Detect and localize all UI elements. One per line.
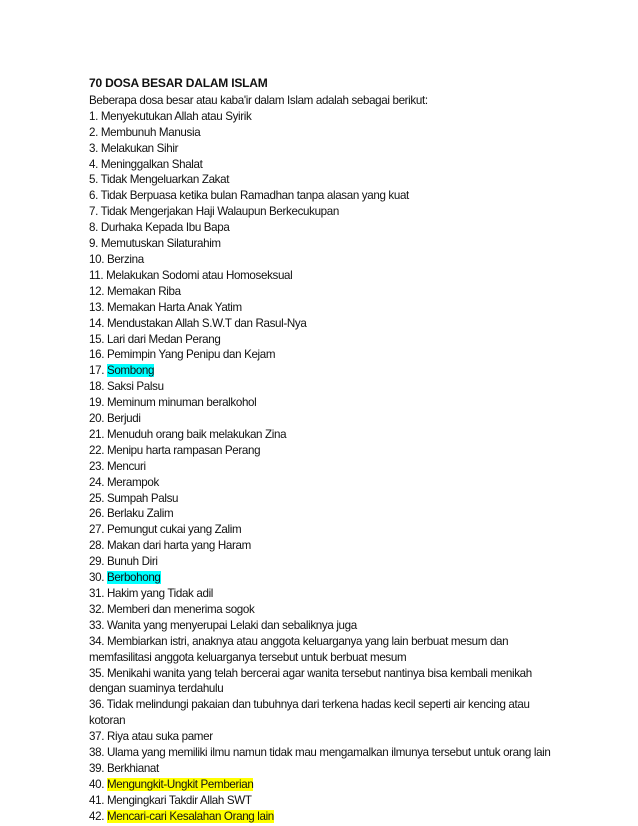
item-number: 32. — [89, 602, 105, 616]
list-item — [89, 411, 559, 427]
item-number: 4. — [89, 157, 98, 171]
item-text: Berkhianat — [106, 761, 159, 775]
item-text: Wanita yang menyerupai Lelaki dan sebaliknya juga — [106, 618, 357, 632]
item-text: Pemungut cukai yang Zalim — [106, 523, 242, 537]
list-item — [89, 522, 559, 538]
item-text: Bunuh Diri — [106, 555, 158, 569]
list-item — [89, 761, 559, 777]
item-number: 8. — [89, 221, 98, 235]
item-text: Merampok — [106, 475, 159, 489]
item-number: 39. — [89, 761, 105, 775]
item-number: 23. — [89, 459, 105, 473]
item-text: Sumpah Palsu — [106, 491, 179, 505]
item-number: 5. — [89, 173, 98, 187]
highlighted-item-text: Berbohong — [106, 571, 161, 585]
item-number: 6. — [89, 189, 98, 203]
item-text: Menipu harta rampasan Perang — [106, 443, 261, 457]
item-number: 38. — [89, 746, 105, 760]
list-item — [89, 538, 559, 554]
list-item — [89, 363, 559, 379]
list-item — [89, 379, 559, 395]
list-item — [89, 475, 559, 491]
item-number: 35. — [89, 666, 105, 680]
sin-list — [89, 109, 559, 825]
item-text: Memakan Riba — [106, 284, 181, 298]
list-item — [89, 570, 559, 586]
list-item — [89, 602, 559, 618]
item-number: 41. — [89, 793, 105, 807]
item-number: 20. — [89, 412, 105, 426]
item-number: 14. — [89, 316, 105, 330]
item-text: Ulama yang memiliki ilmu namun tidak mau mengamalkan ilmunya tersebut untuk orang lain — [106, 746, 551, 760]
list-item — [89, 491, 559, 507]
item-number: 1. — [89, 109, 98, 123]
item-text: Berlaku Zalim — [106, 507, 174, 521]
list-item — [89, 204, 559, 220]
item-number: 33. — [89, 618, 105, 632]
list-item — [89, 125, 559, 141]
item-number: 21. — [89, 427, 105, 441]
item-number: 36. — [89, 698, 105, 712]
document-title: 70 DOSA BESAR DALAM ISLAM — [89, 76, 268, 90]
list-item — [89, 729, 559, 745]
item-number: 17. — [89, 364, 105, 378]
list-item — [89, 268, 559, 284]
item-number: 7. — [89, 205, 98, 219]
item-text: Berzina — [106, 252, 144, 266]
list-item — [89, 793, 559, 809]
item-number: 27. — [89, 523, 105, 537]
list-item — [89, 300, 559, 316]
list-item — [89, 634, 559, 666]
item-text: Tidak Berpuasa ketika bulan Ramadhan tanpa alasan yang kuat — [100, 189, 409, 203]
item-text: Tidak Mengerjakan Haji Walaupun Berkecukupan — [100, 205, 339, 219]
item-number: 25. — [89, 491, 105, 505]
item-text: Menikahi wanita yang telah bercerai agar wanita tersebut nantinya bisa kembali menikah dengan suaminya terdahulu — [89, 666, 532, 696]
item-number: 3. — [89, 141, 98, 155]
item-text: Makan dari harta yang Haram — [106, 539, 251, 553]
item-text: Memutuskan Silaturahim — [100, 237, 221, 251]
item-number: 16. — [89, 348, 105, 362]
item-number: 19. — [89, 396, 105, 410]
list-item — [89, 157, 559, 173]
item-number: 13. — [89, 300, 105, 314]
list-item — [89, 141, 559, 157]
item-text: Tidak Mengeluarkan Zakat — [100, 173, 230, 187]
document-content — [89, 76, 559, 825]
item-text: Mengingkari Takdir Allah SWT — [106, 793, 252, 807]
list-item — [89, 506, 559, 522]
highlighted-item-text: Sombong — [106, 364, 155, 378]
list-item — [89, 395, 559, 411]
item-number: 9. — [89, 237, 98, 251]
list-item — [89, 284, 559, 300]
item-text: Riya atau suka pamer — [106, 730, 213, 744]
list-item — [89, 697, 559, 729]
list-item — [89, 618, 559, 634]
item-text: Mencuri — [106, 459, 146, 473]
item-text: Pemimpin Yang Penipu dan Kejam — [106, 348, 276, 362]
item-text: Menyekutukan Allah atau Syirik — [100, 109, 252, 123]
item-number: 42. — [89, 809, 105, 823]
item-number: 12. — [89, 284, 105, 298]
item-text: Tidak melindungi pakaian dan tubuhnya dari terkena hadas kecil seperti air kencing atau kotoran — [89, 698, 530, 728]
item-text: Menuduh orang baik melakukan Zina — [106, 427, 287, 441]
item-number: 15. — [89, 332, 105, 346]
item-number: 11. — [89, 268, 104, 282]
item-number: 37. — [89, 730, 105, 744]
item-text: Meminum minuman beralkohol — [106, 396, 257, 410]
item-text: Mendustakan Allah S.W.T dan Rasul-Nya — [106, 316, 307, 330]
item-number: 28. — [89, 539, 105, 553]
item-text: Meninggalkan Shalat — [100, 157, 203, 171]
item-number: 40. — [89, 777, 105, 791]
item-text: Memberi dan menerima sogok — [106, 602, 255, 616]
list-item — [89, 459, 559, 475]
item-number: 22. — [89, 443, 105, 457]
list-item — [89, 554, 559, 570]
highlighted-item-text: Mengungkit-Ungkit Pemberian — [106, 777, 254, 791]
list-item — [89, 745, 559, 761]
list-item — [89, 332, 559, 348]
item-number: 30. — [89, 571, 105, 585]
list-item — [89, 109, 559, 125]
item-number: 10. — [89, 252, 105, 266]
list-item — [89, 236, 559, 252]
list-item — [89, 586, 559, 602]
list-item — [89, 188, 559, 204]
list-item — [89, 252, 559, 268]
item-text: Berjudi — [106, 412, 141, 426]
list-item — [89, 172, 559, 188]
item-text: Saksi Palsu — [106, 380, 164, 394]
list-item — [89, 427, 559, 443]
intro-text: Beberapa dosa besar atau kaba'ir dalam Islam adalah sebagai berikut: — [89, 93, 428, 107]
item-text: Hakim yang Tidak adil — [106, 587, 214, 600]
list-item — [89, 316, 559, 332]
item-text: Melakukan Sihir — [100, 141, 179, 155]
list-item — [89, 777, 559, 793]
item-text: Memakan Harta Anak Yatim — [106, 300, 242, 314]
item-number: 24. — [89, 475, 105, 489]
item-number: 2. — [89, 125, 98, 139]
highlighted-item-text: Mencari-cari Kesalahan Orang lain — [106, 809, 274, 823]
item-number: 34. — [89, 634, 105, 648]
item-text: Lari dari Medan Perang — [106, 332, 221, 346]
item-text: Durhaka Kepada Ibu Bapa — [100, 221, 230, 235]
list-item — [89, 347, 559, 363]
item-number: 29. — [89, 555, 105, 569]
item-text: Membiarkan istri, anaknya atau anggota keluarganya yang lain berbuat mesum dan memfasilitasi anggota keluarganya tersebut untuk berbuat mesum — [89, 634, 509, 664]
item-number: 31. — [89, 587, 105, 600]
list-item — [89, 666, 559, 698]
list-item — [89, 809, 559, 825]
item-text: Melakukan Sodomi atau Homoseksual — [106, 268, 293, 282]
item-number: 18. — [89, 380, 105, 394]
item-text: Membunuh Manusia — [100, 125, 201, 139]
list-item — [89, 220, 559, 236]
list-item — [89, 443, 559, 459]
item-number: 26. — [89, 507, 105, 521]
